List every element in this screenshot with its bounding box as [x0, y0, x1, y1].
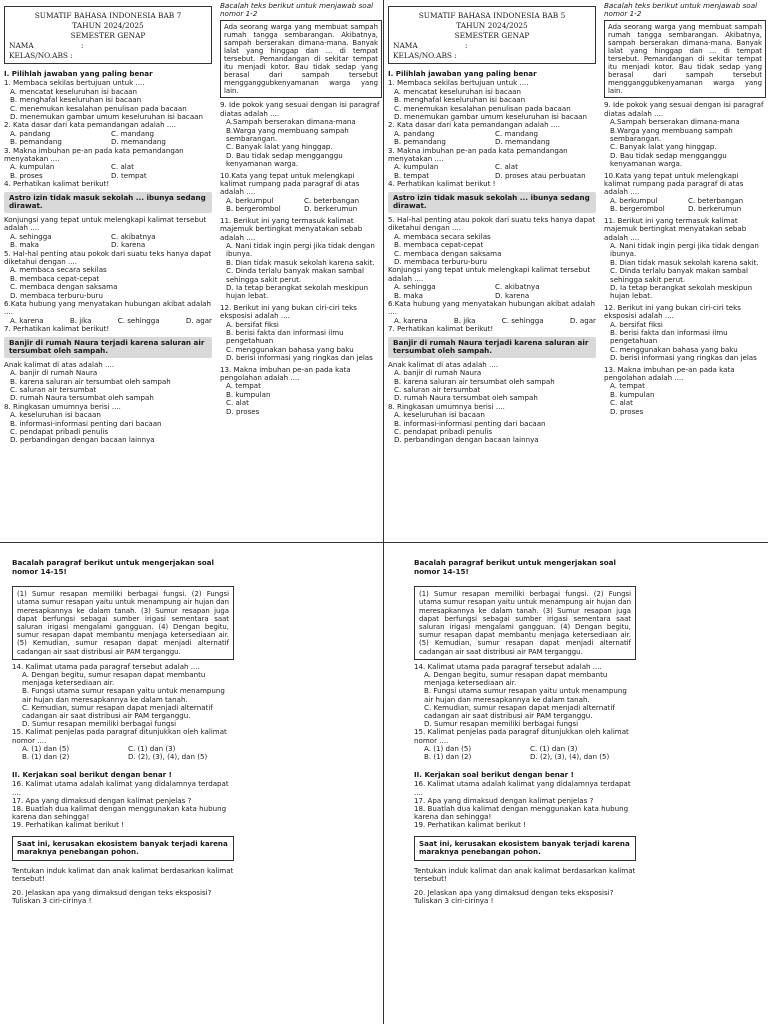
q2-option-d: D. memandang	[111, 137, 166, 147]
page-top-left	[0, 0, 384, 543]
q6-option-c: C. sehingga	[117, 315, 160, 325]
q13-option-a: A. tempat	[610, 381, 645, 391]
q10-option-b: B. bergerombol	[610, 204, 665, 214]
reading-text: Ada seorang warga yang membuat sampah rumah tangga sembarangan. Akibatnya, sampah berserakan dimana-mana. Banyak lalat yang hinggap dan ... di tempat tersebut. Pemandangan di sekitar tempat itu menjadi kotor. Bau tidak sedap yang berasal dari sampah tersebut mengganggubkenyamanan warga yang lain.	[220, 20, 382, 98]
q2-option-b: B. pemandang	[10, 137, 62, 147]
q14-option-d: D. Sumur resapan memiliki berbagai fungsi	[22, 719, 177, 729]
q1-option-a: A. mencatat keseluruhan isi bacaan	[10, 86, 138, 96]
q9-option-a: A.Sampah berserakan dimana-mana	[226, 117, 356, 127]
q1-option-d: D. menemukan gambar umum keseluruhan isi bacaan	[394, 112, 588, 122]
q14-option-b: B. Fungsi utama sumur resapan yaitu untuk menampung air hujan dan meresapkannya ke dalam tanah.	[424, 686, 627, 704]
q12-option-a: A. bersifat fiksi	[610, 319, 663, 329]
q1-option-d: D. menemukan gambar umum keseluruhan isi bacaan	[10, 112, 204, 122]
question-13: 13. Makna imbuhan pe-an pada kata pengolahan adalah ....	[220, 364, 351, 382]
q5-option-d: D. membaca terburu-buru	[10, 290, 103, 300]
q13-option-d: D. proses	[226, 406, 260, 416]
q3-option-d: D. tempat	[111, 170, 147, 180]
q19-question: Tentukan induk kalimat dan anak kalimat berdasarkan kalimat tersebut!	[12, 865, 234, 884]
question-11: 11. Berikut ini yang termasuk kalimat majemuk bertingkat menyatakan sebab adalah ....	[604, 215, 747, 242]
paragraph-instruction: Bacalah paragraf berikut untuk mengerjakan soal nomor 14-15!	[414, 558, 617, 576]
name-field	[9, 41, 207, 51]
right-column	[220, 2, 382, 416]
q4-sentence: Astro izin tidak masuk sekolah ... ibunya sedang dirawat.	[388, 192, 596, 213]
q5-option-b: B. membaca cepat-cepat	[394, 240, 484, 250]
page-bottom-left	[0, 543, 384, 1024]
exam-title: SUMATIF BAHASA INDONESIA BAB 5	[418, 11, 566, 20]
question-3: 3. Makna imbuhan pe-an pada kata pemandangan menyatakan ....	[4, 145, 184, 164]
q9-option-b: B.Warga yang membuang sampah sembarangan.	[610, 125, 733, 144]
q15-option-c: C. (1) dan (3)	[128, 743, 176, 753]
question-11: 11. Berikut ini yang termasuk kalimat majemuk bertingkat menyatakan sebab adalah ....	[220, 215, 363, 242]
question-13: 13. Makna imbuhan pe-an pada kata pengolahan adalah ....	[604, 364, 735, 382]
q7-option-b: B. karena saluran air tersumbat oleh sampah	[394, 376, 555, 386]
q15-option-d: D. (2), (3), (4), dan (5)	[530, 752, 610, 762]
q12-option-b: B. berisi fakta dan informasi ilmu pengetahuan	[226, 327, 344, 346]
q7-question: Anak kalimat di atas adalah ....	[388, 359, 499, 369]
q1-option-a: A. mencatat keseluruhan isi bacaan	[394, 86, 522, 96]
question-16: 16. Kalimat utama adalah kalimat yang didalamnya terdapat ....	[414, 779, 631, 797]
question-2: 2. Kata dasar dari kata pemandangan adalah ....	[4, 120, 176, 130]
left-column	[4, 6, 212, 445]
q4-option-b: B. maka	[10, 240, 39, 250]
question-14: 14. Kalimat utama pada paragraf tersebut adalah ....	[12, 661, 200, 671]
question-3: 3. Makna imbuhan pe-an pada kata pemandangan menyatakan ....	[388, 145, 568, 164]
class-label: KELAS/NO.ABS :	[393, 51, 457, 60]
q7-option-d: D. rumah Naura tersumbat oleh sampah	[394, 393, 538, 403]
q8-option-d: D. perbandingan dengan bacaan lainnya	[394, 435, 539, 445]
question-20: 20. Jelaskan apa yang dimaksud dengan teks eksposisi? Tuliskan 3 ciri-cirinya !	[414, 888, 614, 906]
q13-option-d: D. proses	[610, 406, 644, 416]
q14-option-a: A. Dengan begitu, sumur resapan dapat membantu menjaga ketersediaan air.	[424, 670, 608, 688]
q2-option-a: A. pandang	[394, 128, 435, 138]
q11-option-b: B. Dian tidak masuk sekolah karena sakit.	[226, 257, 375, 267]
q3-option-a: A. kumpulan	[10, 162, 55, 172]
q10-options-row2	[604, 205, 766, 213]
q11-option-b: B. Dian tidak masuk sekolah karena sakit.	[610, 257, 759, 267]
q9-option-c: C. Banyak lalat yang hinggap.	[610, 142, 717, 152]
q8-option-b: B. informasi-informasi penting dari bacaan	[394, 418, 546, 428]
question-8: 8. Ringkasan umumnya berisi ....	[4, 401, 121, 411]
question-7: 7. Perhatikan kalimat berikut!	[388, 324, 494, 334]
q8-option-a: A. keseluruhan isi bacaan	[394, 410, 485, 420]
q4-option-a: A. sehingga	[394, 282, 436, 292]
name-label: NAMA	[393, 41, 418, 50]
q10-option-a: A. berkumpul	[610, 195, 658, 205]
q12-option-b: B. berisi fakta dan informasi ilmu pengetahuan	[610, 327, 728, 346]
question-15: 15. Kalimat penjelas pada paragraf ditunjukkan oleh kalimat nomor ....	[12, 727, 227, 745]
exam-year: TAHUN 2024/2025	[456, 21, 528, 30]
q19-sentence: Saat ini, kerusakan ekosistem banyak terjadi karena maraknya penebangan pohon.	[12, 836, 234, 861]
q6-option-d: D. agar	[185, 315, 212, 325]
q15-options-row2	[414, 753, 636, 761]
q4-option-b: B. maka	[394, 290, 423, 300]
q15-option-c: C. (1) dan (3)	[530, 743, 578, 753]
q13-option-c: C. alat	[226, 398, 249, 408]
name-label: NAMA	[9, 41, 34, 50]
q4-question: Konjungsi yang tepat untuk melengkapi kalimat tersebut adalah ....	[4, 214, 207, 233]
q3-option-b: B. tempat	[394, 170, 430, 180]
q13-option-b: B. kumpulan	[610, 389, 655, 399]
question-5: 5. Hal-hal penting atau pokok dari suatu teks hanya dapat diketahui dengan ....	[4, 248, 212, 266]
question-12: 12. Berikut ini yang bukan ciri-ciri teks eksposisi adalah ....	[220, 302, 357, 321]
question-10: 10.Kata yang tepat untuk melengkapi kalimat rumpang pada paragraf di atas adalah ....	[604, 170, 744, 197]
q5-option-a: A. membaca secara sekilas	[394, 231, 491, 241]
section-2-title: II. Kerjakan soal berikut dengan benar !	[12, 770, 172, 780]
question-6: 6.Kata hubung yang menyatakan hubungan akibat adalah ....	[388, 298, 596, 317]
q6-option-b: B. jika	[69, 315, 92, 325]
q15-option-a: A. (1) dan (5)	[22, 743, 70, 753]
q2-option-c: C. mandang	[111, 128, 155, 138]
question-19: 19. Perhatikan kalimat berikut !	[414, 820, 526, 830]
q6-option-d: D. agar	[569, 315, 596, 325]
q8-option-c: C. pendapat pribadi penulis	[10, 427, 109, 436]
q7-option-d: D. rumah Naura tersumbat oleh sampah	[10, 393, 154, 403]
q2-option-d: D. memandang	[495, 137, 550, 147]
left-column	[388, 6, 596, 445]
q6-option-c: C. sehingga	[501, 315, 544, 325]
section-1-title: I. Pilihlah jawaban yang paling benar	[4, 69, 153, 78]
q12-option-c: C. menggunakan bahasa yang baku	[610, 344, 738, 354]
exam-semester: SEMESTER GENAP	[70, 31, 146, 40]
q8-option-b: B. informasi-informasi penting dari bacaan	[10, 418, 162, 428]
question-2: 2. Kata dasar dari kata pemandangan adalah ....	[388, 120, 560, 130]
q6-option-a: A. karena	[10, 315, 44, 325]
q7-option-c: C. saluran air tersumbat	[10, 384, 97, 394]
question-19: 19. Perhatikan kalimat berikut !	[12, 820, 124, 830]
question-16: 16. Kalimat utama adalah kalimat yang didalamnya terdapat ....	[12, 779, 229, 797]
q10-option-c: C. beterbangan	[304, 195, 360, 205]
q12-option-c: C. menggunakan bahasa yang baku	[226, 344, 354, 354]
q11-option-c: C. Dinda terlalu banyak makan sambal sehingga sakit perut.	[226, 266, 364, 284]
q13-option-c: C. alat	[610, 398, 633, 408]
q6-option-b: B. jika	[453, 315, 476, 325]
q7-sentence: Banjir di rumah Naura terjadi karena saluran air tersumbat oleh sampah.	[4, 337, 212, 358]
q19-question: Tentukan induk kalimat dan anak kalimat berdasarkan kalimat tersebut!	[414, 865, 636, 884]
q4-question: Konjungsi yang tepat untuk melengkapi kalimat tersebut adalah ....	[388, 265, 591, 283]
q5-option-c: C. membaca dengan saksama	[394, 248, 502, 258]
question-9: 9. Ide pokok yang sesuai dengan isi paragraf diatas adalah ....	[220, 100, 380, 118]
question-8: 8. Ringkasan umumnya berisi ....	[388, 401, 505, 411]
exam-header	[4, 6, 212, 64]
q3-option-c: C. alat	[111, 162, 134, 172]
right-column	[604, 2, 766, 416]
q1-option-b: B. menghafal keseluruhan isi bacaan	[394, 95, 526, 105]
q7-option-a: A. banjir di rumah Naura	[10, 368, 98, 378]
q12-option-a: A. bersifat fiksi	[226, 319, 279, 329]
q7-sentence: Banjir di rumah Naura terjadi karena saluran air tersumbat oleh sampah.	[388, 337, 596, 358]
q11-option-a: A. Nani tidak ingin pergi jika tidak dengan ibunya.	[610, 240, 759, 259]
q9-option-d: D. Bau tidak sedap mengganggu kenyamanan warga.	[226, 150, 343, 169]
question-1: 1. Membaca sekilas bertujuan untuk ....	[4, 78, 145, 88]
q7-option-a: A. banjir di rumah Naura	[394, 368, 482, 378]
reading-paragraph: (1) Sumur resapan memiliki berbagai fungsi. (2) Fungsi utama sumur resapan yaitu untuk menampung air hujan dan meresapkannya ke dalam tanah. (3) Sumur resapan juga dapat berfungsi sebagai sumber irigasi sementara saat saluran irigasi mengalami gangguan. (4) Dengan begitu, sumur resapan dapat membantu menjaga ketersediaan air. (5) Kemudian, sumur resapan dapat menjadi alternatif cadangan air saat distribusi air PAM terganggu.	[414, 586, 636, 660]
q13-option-a: A. tempat	[226, 381, 261, 391]
exam-header	[388, 6, 596, 64]
question-4: 4. Perhatikan kalimat berikut!	[4, 179, 110, 189]
q5-option-b: B. membaca cepat-cepat	[10, 273, 100, 283]
q14-option-b: B. Fungsi utama sumur resapan yaitu untuk menampung air hujan dan meresapkannya ke dalam tanah.	[22, 686, 225, 704]
question-4: 4. Perhatikan kalimat berikut !	[388, 179, 496, 189]
class-label: KELAS/NO.ABS :	[9, 51, 73, 60]
q10-option-a: A. berkumpul	[226, 195, 274, 205]
q9-option-c: C. Banyak lalat yang hinggap.	[226, 142, 333, 152]
q10-option-b: B. bergerombol	[226, 204, 281, 214]
q14-option-c: C. Kemudian, sumur resapan dapat menjadi alternatif cadangan air saat distribusi air PAM terganggu.	[22, 702, 213, 721]
q5-option-d: D. membaca terburu-buru	[394, 256, 487, 266]
q9-option-a: A.Sampah berserakan dimana-mana	[610, 117, 740, 127]
q14-option-a: A. Dengan begitu, sumur resapan dapat membantu menjaga ketersediaan air.	[22, 670, 206, 688]
q10-option-d: D. berkerumun	[688, 204, 742, 214]
q7-question: Anak kalimat di atas adalah ....	[4, 359, 115, 369]
q15-options-row2	[12, 753, 234, 761]
q4-sentence: Astro izin tidak masuk sekolah ... ibunya sedang dirawat.	[4, 192, 212, 213]
q5-option-c: C. membaca dengan saksama	[10, 282, 118, 292]
q11-option-c: C. Dinda terlalu banyak makan sambal sehingga sakit perut.	[610, 266, 748, 284]
reading-text: Ada seorang warga yang membuat sampah rumah tangga sembarangan. Akibatnya, sampah berserakan dimana-mana. Banyak lalat yang hinggap dan ... di tempat tersebut. Pemandangan di sekitar tempat itu menjadi kotor. Bau tidak sedap yang berasal dari sampah tersebut mengganggubkenyamanan warga yang lain.	[604, 20, 766, 98]
question-14: 14. Kalimat utama pada paragraf tersebut adalah ....	[414, 661, 602, 671]
q4-option-a: A. sehingga	[10, 231, 52, 241]
q4-option-d: D. karena	[111, 240, 146, 250]
q11-option-d: D. Ia tetap berangkat sekolah meskipun hujan lebat.	[610, 282, 753, 301]
q9-option-d: D. Bau tidak sedap mengganggu kenyamanan warga.	[610, 150, 727, 169]
q13-option-b: B. kumpulan	[226, 389, 271, 399]
page-top-right	[384, 0, 768, 543]
q2-option-b: B. pemandang	[394, 137, 446, 147]
q15-option-b: B. (1) dan (2)	[424, 752, 472, 762]
q15-option-d: D. (2), (3), (4), dan (5)	[128, 752, 208, 762]
question-10: 10.Kata yang tepat untuk melengkapi kalimat rumpang pada paragraf di atas adalah ....	[220, 170, 360, 197]
question-1: 1. Membaca sekilas bertujuan untuk ....	[388, 78, 529, 88]
q2-option-c: C. mandang	[495, 128, 539, 138]
q11-option-d: D. Ia tetap berangkat sekolah meskipun hujan lebat.	[226, 282, 369, 301]
q1-option-c: C. menemukan kesalahan penulisan pada bacaan	[394, 103, 571, 113]
exam-title: SUMATIF BAHASA INDONESIA BAB 7	[34, 11, 182, 20]
q3-option-d: D. proses atau perbuatan	[495, 170, 586, 180]
name-colon: :	[81, 41, 84, 50]
q8-option-c: C. pendapat pribadi penulis	[394, 427, 493, 436]
section-2-title: II. Kerjakan soal berikut dengan benar !	[414, 770, 574, 780]
q7-option-c: C. saluran air tersumbat	[394, 384, 481, 394]
section-1-title: I. Pilihlah jawaban yang paling benar	[388, 69, 537, 78]
reading-paragraph: (1) Sumur resapan memiliki berbagai fungsi. (2) Fungsi utama sumur resapan yaitu untuk menampung air hujan dan meresapkannya ke dalam tanah. (3) Sumur resapan juga dapat berfungsi sebagai sumber irigasi sementara saat saluran irigasi mengalami gangguan. (4) Dengan begitu, sumur resapan dapat membantu menjaga ketersediaan air. (5) Kemudian, sumur resapan dapat menjadi alternatif cadangan air saat distribusi air PAM terganggu.	[12, 586, 234, 660]
q2-option-a: A. pandang	[10, 128, 51, 138]
q4-option-d: D. karena	[495, 290, 530, 300]
q10-options-row2	[220, 205, 382, 213]
q14-option-c: C. Kemudian, sumur resapan dapat menjadi alternatif cadangan air saat distribusi air PAM terganggu.	[424, 702, 615, 721]
q12-option-d: D. berisi informasi yang ringkas dan jelas	[226, 353, 373, 363]
question-18: 18. Buatlah dua kalimat dengan menggunakan kata hubung karena dan sehingga!	[12, 804, 227, 822]
question-18: 18. Buatlah dua kalimat dengan menggunakan kata hubung karena dan sehingga!	[414, 804, 629, 822]
bottom-content	[12, 559, 234, 906]
q15-option-a: A. (1) dan (5)	[424, 743, 472, 753]
bottom-content	[414, 559, 636, 906]
paragraph-instruction: Bacalah paragraf berikut untuk mengerjakan soal nomor 14-15!	[12, 558, 215, 576]
q4-option-c: C. akibatnya	[111, 231, 156, 241]
question-9: 9. Ide pokok yang sesuai dengan isi paragraf diatas adalah ....	[604, 100, 764, 118]
q19-sentence: Saat ini, kerusakan ekosistem banyak terjadi karena maraknya penebangan pohon.	[414, 836, 636, 861]
q7-option-b: B. karena saluran air tersumbat oleh sampah	[10, 376, 171, 386]
q5-option-a: A. membaca secara sekilas	[10, 265, 107, 275]
q10-option-d: D. berkerumun	[304, 204, 358, 214]
q6-option-a: A. karena	[394, 315, 428, 325]
question-17: 17. Apa yang dimaksud dengan kalimat penjelas ?	[12, 795, 192, 805]
q9-option-b: B.Warga yang membuang sampah sembarangan.	[226, 125, 349, 144]
q3-option-a: A. kumpulan	[394, 162, 439, 172]
text-instruction: Bacalah teks berikut untuk menjawab soal nomor 1-2	[604, 1, 758, 19]
q1-option-c: C. menemukan kesalahan penulisan pada bacaan	[10, 103, 187, 113]
q14-option-d: D. Sumur resapan memiliki berbagai fungsi	[424, 719, 579, 729]
q3-option-b: B. proses	[10, 170, 43, 180]
q3-option-c: C. alat	[495, 162, 518, 172]
class-field	[9, 51, 207, 61]
question-17: 17. Apa yang dimaksud dengan kalimat penjelas ?	[414, 795, 594, 805]
class-field	[393, 51, 591, 61]
q15-option-b: B. (1) dan (2)	[22, 752, 70, 762]
page-bottom-right	[384, 543, 768, 1024]
name-field	[393, 41, 591, 51]
q8-option-a: A. keseluruhan isi bacaan	[10, 410, 101, 420]
text-instruction: Bacalah teks berikut untuk menjawab soal nomor 1-2	[220, 1, 374, 19]
name-colon: :	[465, 41, 468, 50]
q11-option-a: A. Nani tidak ingin pergi jika tidak dengan ibunya.	[226, 240, 375, 259]
q8-option-d: D. perbandingan dengan bacaan lainnya	[10, 435, 155, 445]
exam-year: TAHUN 2024/2025	[72, 21, 144, 30]
q1-option-b: B. menghafal keseluruhan isi bacaan	[10, 95, 142, 105]
exam-semester: SEMESTER GENAP	[454, 31, 530, 40]
q12-option-d: D. berisi informasi yang ringkas dan jelas	[610, 353, 757, 363]
question-5: 5. Hal-hal penting atau pokok dari suatu teks hanya dapat diketahui dengan ....	[388, 214, 596, 233]
question-20: 20. Jelaskan apa yang dimaksud dengan teks eksposisi? Tuliskan 3 ciri-cirinya !	[12, 888, 212, 906]
question-12: 12. Berikut ini yang bukan ciri-ciri teks eksposisi adalah ....	[604, 302, 741, 321]
question-7: 7. Perhatikan kalimat berikut!	[4, 324, 110, 334]
q10-option-c: C. beterbangan	[688, 195, 744, 205]
q4-option-c: C. akibatnya	[495, 282, 540, 292]
question-15: 15. Kalimat penjelas pada paragraf ditunjukkan oleh kalimat nomor ....	[414, 727, 629, 745]
question-6: 6.Kata hubung yang menyatakan hubungan akibat adalah ....	[4, 298, 212, 317]
